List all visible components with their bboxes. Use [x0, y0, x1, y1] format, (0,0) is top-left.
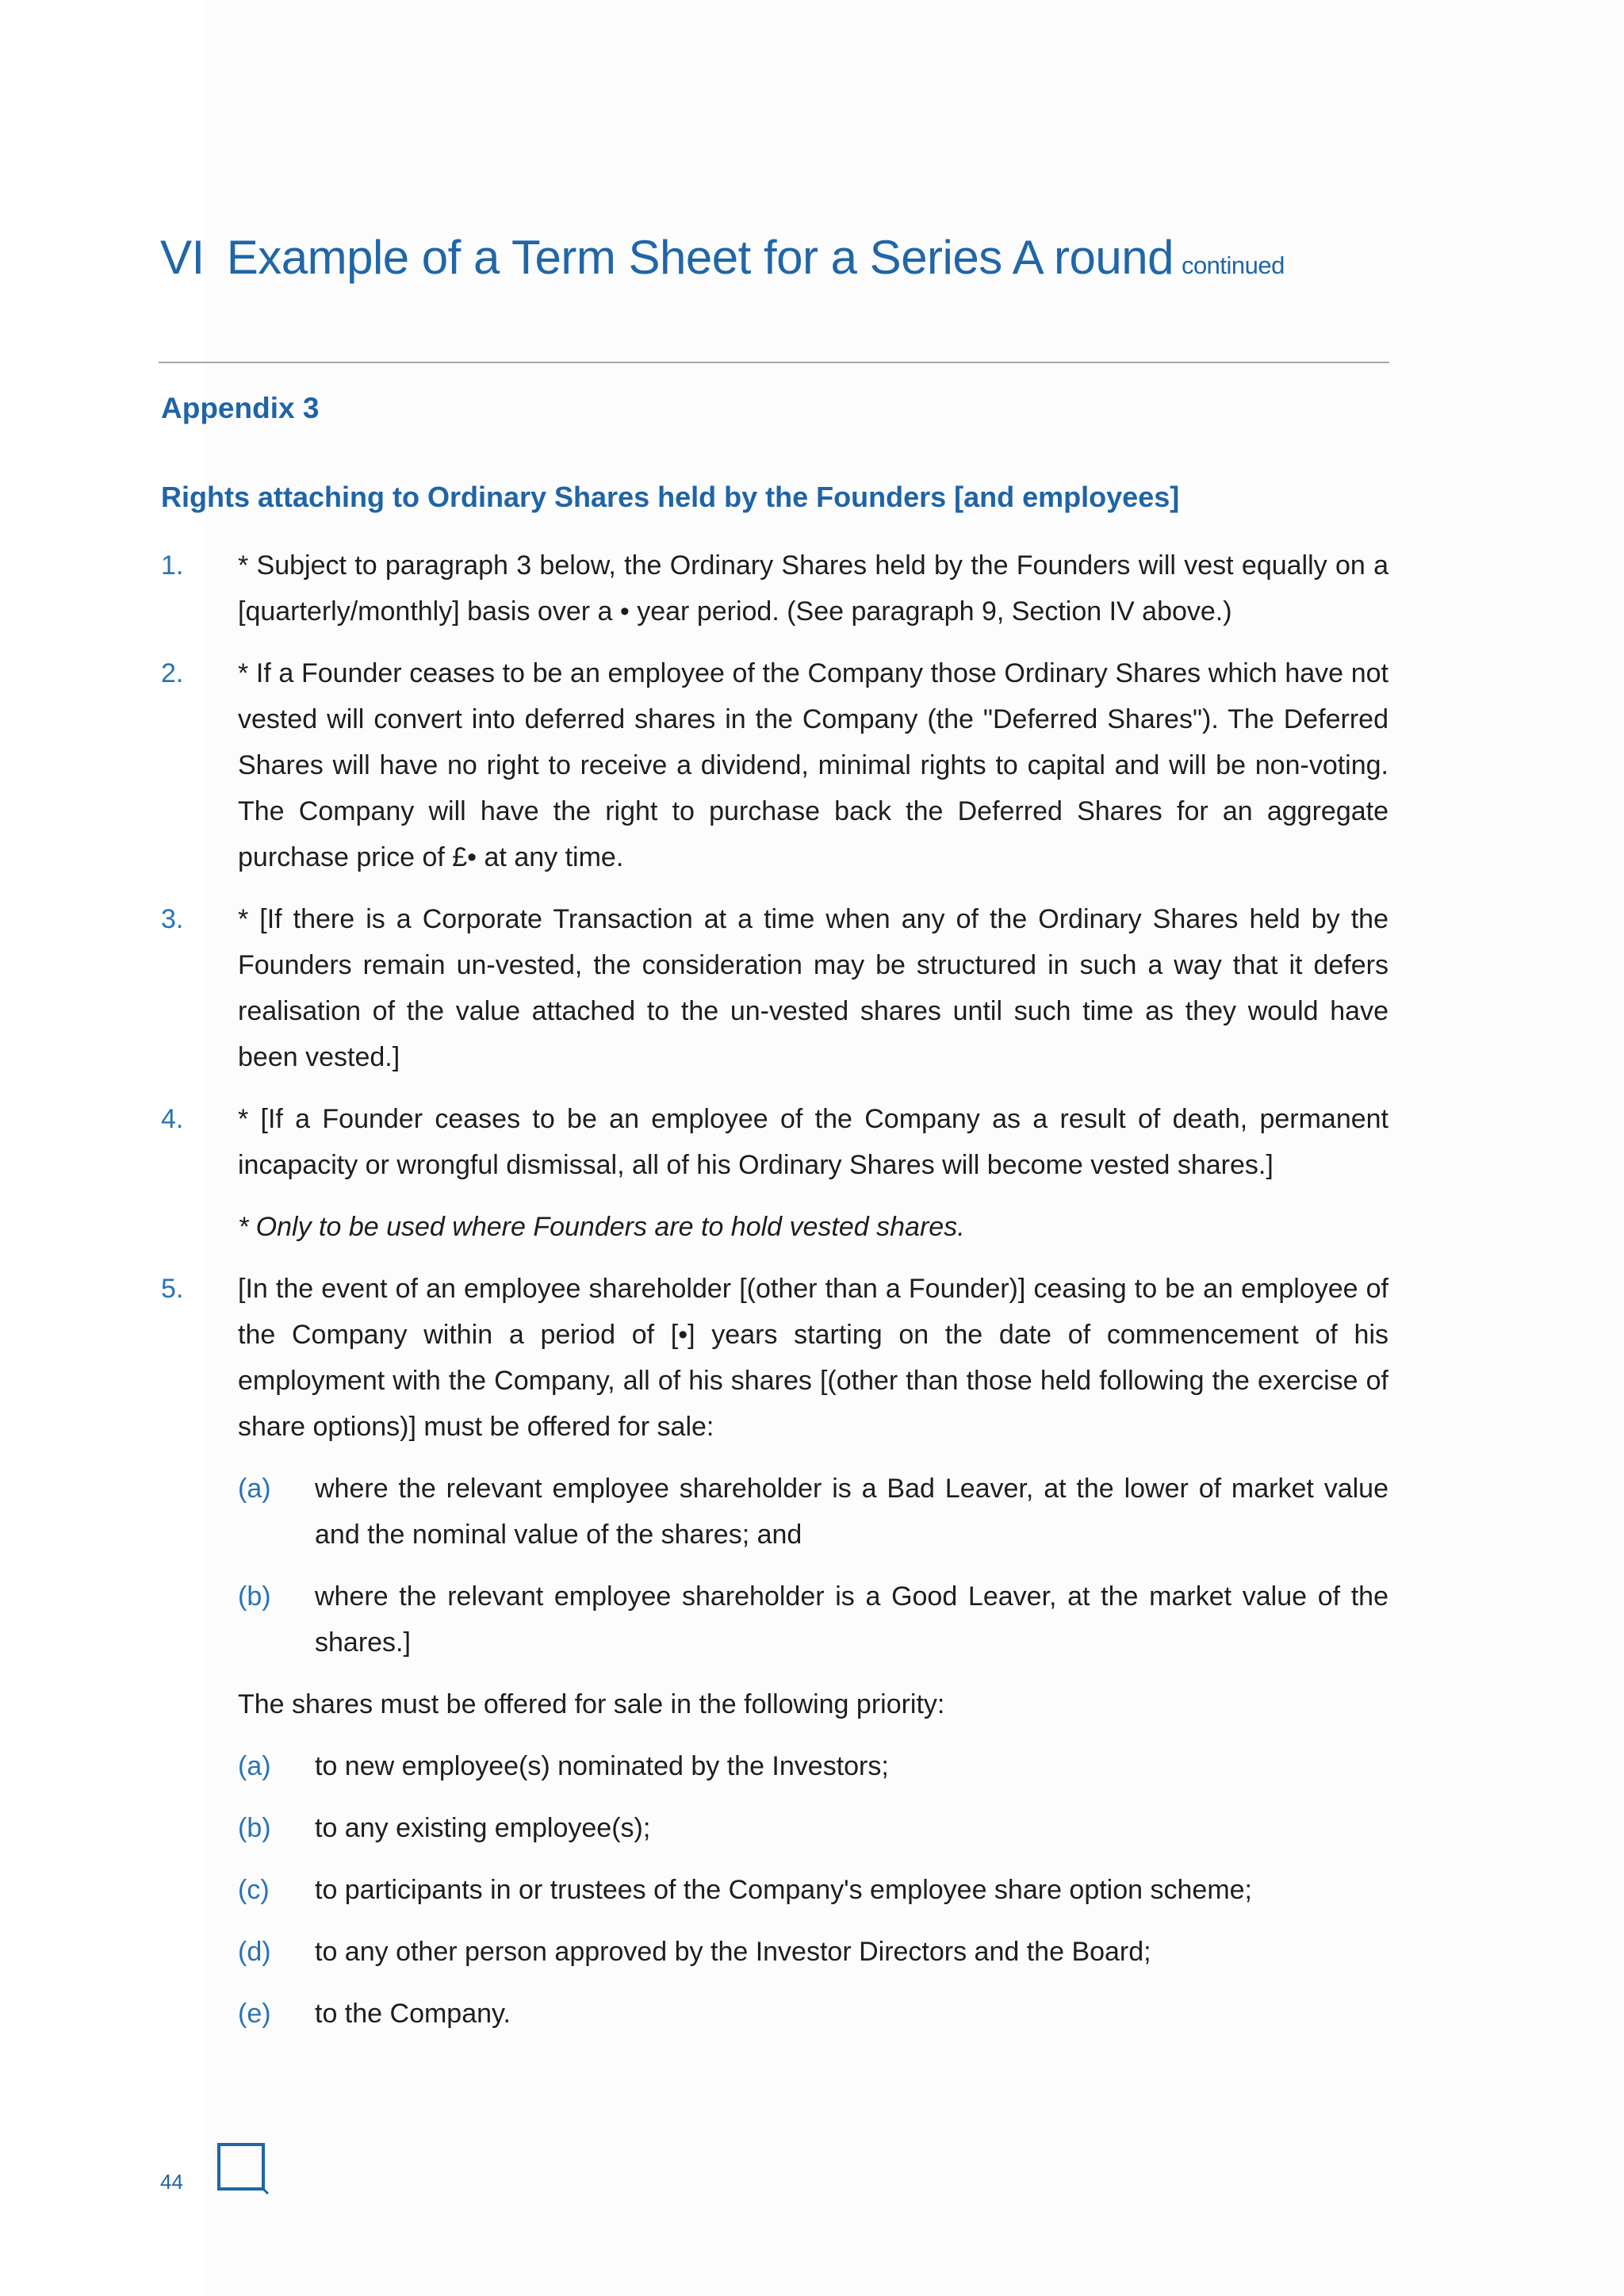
header-divider — [159, 362, 1389, 363]
priority-item — [161, 1743, 1388, 1789]
priority-lead: The shares must be offered for sale in the following priority: — [238, 1689, 945, 1719]
sub-item-label: (b) — [238, 1581, 271, 1612]
priority-text: to any other person approved by the Investor Directors and the Board; — [315, 1937, 1151, 1967]
sub-item-text: where the relevant employee shareholder is a Bad Leaver, at the lower of market value and the nominal value of the shares; and — [315, 1474, 1388, 1550]
item-text: * [If there is a Corporate Transaction at a time when any of the Ordinary Shares held by the Founders remain un-vested, the consideration may be structured in such a way that it defers realisation of the value attached to the un-vested shares until such time as they would have been vested.] — [238, 904, 1388, 1072]
priority-label: (a) — [238, 1751, 271, 1781]
priority-label: (e) — [238, 1999, 271, 2029]
square-corner-icon — [217, 2143, 270, 2195]
item-number: 1. — [161, 550, 184, 581]
priority-item — [161, 1929, 1388, 1975]
section-heading: Rights attaching to Ordinary Shares held by the Founders [and employees] — [161, 481, 1180, 513]
sub-item-text: where the relevant employee shareholder is a Good Leaver, at the market value of the shares.] — [315, 1581, 1388, 1658]
item-text: * [If a Founder ceases to be an employee of the Company as a result of death, permanent incapacity or wrongful dismissal, all of his Ordinary Shares will become vested shares.] — [238, 1104, 1388, 1180]
numbered-item — [161, 896, 1388, 1080]
page-title — [160, 230, 1285, 285]
priority-text: to participants in or trustees of the Company's employee share option scheme; — [315, 1875, 1252, 1905]
item-number: 3. — [161, 904, 184, 934]
page-number: 44 — [160, 2170, 183, 2194]
footnote-text: * Only to be used where Founders are to hold vested shares. — [238, 1212, 965, 1242]
priority-label: (c) — [238, 1875, 270, 1905]
priority-item — [161, 1867, 1388, 1913]
continued-label: continued — [1181, 251, 1285, 279]
item-number: 5. — [161, 1274, 184, 1304]
item-number: 4. — [161, 1104, 184, 1134]
priority-text: to new employee(s) nominated by the Investors; — [315, 1751, 889, 1781]
priority-text: to the Company. — [315, 1999, 511, 2029]
sub-item — [161, 1573, 1388, 1665]
numbered-item — [161, 650, 1388, 880]
appendix-heading: Appendix 3 — [161, 392, 320, 424]
numbered-item — [161, 1096, 1388, 1188]
item-text: * If a Founder ceases to be an employee of the Company those Ordinary Shares which have not vested will convert into deferred shares in the Company (the "Deferred Shares"). The Deferred Shares will have no right to receive a dividend, minimal rights to capital and will be non-voting. The Company will have the right to purchase back the Deferred Shares for an aggregate purchase price of £• at any time. — [238, 658, 1388, 872]
numbered-item — [161, 1266, 1388, 1450]
priority-item — [161, 1805, 1388, 1851]
document-body — [161, 542, 1388, 2053]
section-numeral: VI — [160, 231, 205, 284]
priority-label: (b) — [238, 1813, 271, 1843]
priority-label: (d) — [238, 1937, 271, 1967]
numbered-item — [161, 542, 1388, 634]
item-text: * Subject to paragraph 3 below, the Ordinary Shares held by the Founders will vest equally on a [quarterly/monthly] basis over a • year period. (See paragraph 9, Section IV above.) — [238, 550, 1388, 627]
sub-item — [161, 1466, 1388, 1558]
item-text: [In the event of an employee shareholder [(other than a Founder)] ceasing to be an employee of the Company within a period of [•] years starting on the date of commencement of his employment with the Company, all of his shares [(other than those held following the exercise of share options)] must be offered for sale: — [238, 1274, 1388, 1442]
priority-item — [161, 1991, 1388, 2037]
title-text: Example of a Term Sheet for a Series A round — [226, 231, 1174, 284]
priority-text: to any existing employee(s); — [315, 1813, 651, 1843]
sub-item-label: (a) — [238, 1474, 271, 1504]
item-number: 2. — [161, 658, 184, 688]
